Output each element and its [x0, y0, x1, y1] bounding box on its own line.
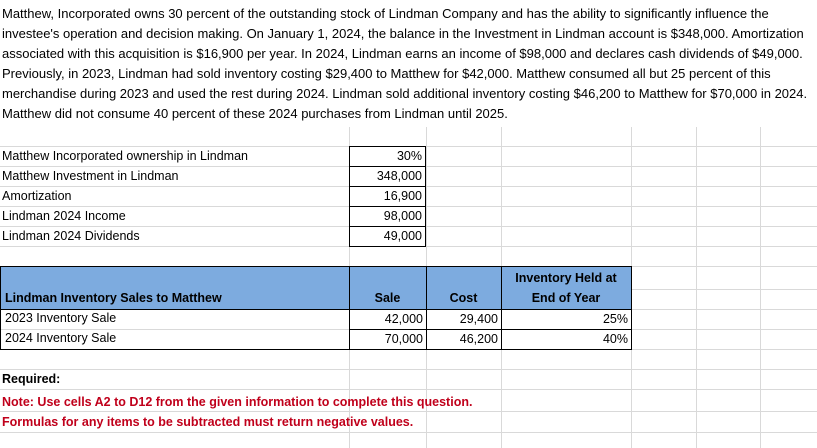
required-label[interactable]: Required: [2, 372, 61, 386]
given-label-investment[interactable]: Matthew Investment in Lindman [2, 169, 179, 183]
note-line-1[interactable]: Note: Use cells A2 to D12 from the given information to complete this question. [2, 395, 473, 409]
col-header-held-line2: End of Year [531, 291, 601, 305]
sales-row-2024-cost[interactable]: 46,200 [426, 329, 502, 350]
problem-statement: Matthew, Incorporated owns 30 percent of the outstanding stock of Lindman Company and has the ability to significantly influence the investee's operation and decision making. On January 1, 2024, the balance in the Investment in Lindman account is $348,000. Amortization associated with this acquisition is $16,900 per year. In 2024, Lindman earns an income of $98,000 and declares cash dividends of $49,000. Previously, in 2023, Lindman had sold inventory costing $29,400 to Matthew for $42,000. Matthew consumed all but 25 percent of this merchandise during 2023 and used the rest during 2024. Lindman sold additional inventory costing $46,200 to Matthew for $70,000 in 2024. Matthew did not consume 40 percent of these 2024 purchases from Lindman until 2025. [0, 0, 813, 127]
given-value-ownership[interactable]: 30% [349, 146, 426, 167]
given-value-amortization[interactable]: 16,900 [349, 186, 426, 207]
given-value-investment[interactable]: 348,000 [349, 166, 426, 187]
sales-row-2023-sale[interactable]: 42,000 [349, 309, 427, 330]
given-label-income[interactable]: Lindman 2024 Income [2, 209, 126, 223]
sales-row-2024-sale[interactable]: 70,000 [349, 329, 427, 350]
sales-row-2023-held[interactable]: 25% [501, 309, 632, 330]
sales-row-2023-cost[interactable]: 29,400 [426, 309, 502, 330]
sales-row-2024-label[interactable]: 2024 Inventory Sale [0, 329, 350, 350]
col-header-cost: Cost [449, 291, 478, 305]
note-line-2[interactable]: Formulas for any items to be subtracted must return negative values. [2, 415, 414, 429]
col-header-held-line1: Inventory Held at [515, 271, 617, 285]
given-value-dividends[interactable]: 49,000 [349, 226, 426, 247]
sales-table-title: Lindman Inventory Sales to Matthew [5, 291, 222, 305]
sales-row-2024-held[interactable]: 40% [501, 329, 632, 350]
given-label-amortization[interactable]: Amortization [2, 189, 72, 203]
sales-row-2023-label[interactable]: 2023 Inventory Sale [0, 309, 350, 330]
given-value-income[interactable]: 98,000 [349, 206, 426, 227]
given-label-ownership[interactable]: Matthew Incorporated ownership in Lindman [2, 149, 248, 163]
given-label-dividends[interactable]: Lindman 2024 Dividends [2, 229, 140, 243]
col-header-sale: Sale [374, 291, 401, 305]
